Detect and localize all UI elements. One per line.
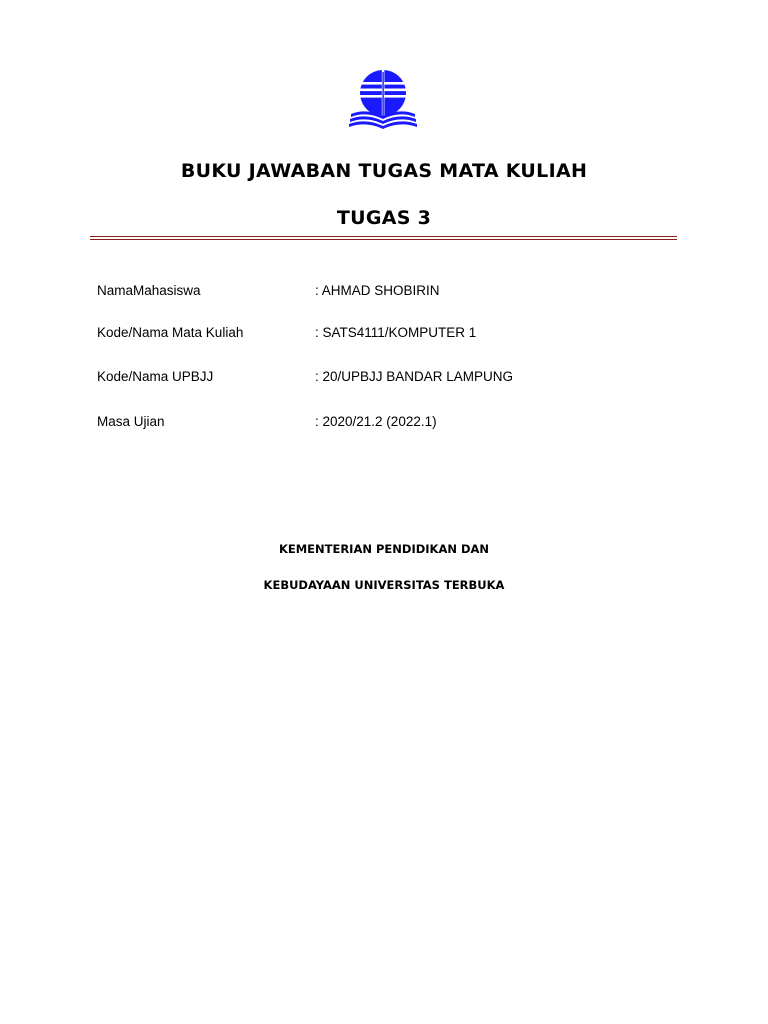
universitas-terbuka-logo-icon bbox=[348, 68, 420, 130]
document-subtitle: TUGAS 3 bbox=[336, 207, 432, 229]
field-course bbox=[97, 325, 677, 343]
field-value: : 2020/21.2 (2022.1) bbox=[315, 414, 437, 429]
institution-line-2: KEBUDAYAAN UNIVERSITAS TERBUKA bbox=[263, 578, 505, 592]
field-upbjj bbox=[97, 369, 677, 387]
title-divider-bottom bbox=[90, 239, 677, 240]
field-value: : SATS4111/KOMPUTER 1 bbox=[315, 325, 477, 340]
field-label: Kode/Nama UPBJJ bbox=[97, 369, 214, 384]
field-exam-period bbox=[97, 414, 677, 432]
field-value: : 20/UPBJJ BANDAR LAMPUNG bbox=[315, 369, 514, 384]
field-label: Masa Ujian bbox=[97, 414, 165, 429]
title-divider-top bbox=[90, 236, 677, 237]
field-label: NamaMahasiswa bbox=[97, 283, 201, 298]
document-title: BUKU JAWABAN TUGAS MATA KULIAH bbox=[180, 160, 588, 182]
field-label: Kode/Nama Mata Kuliah bbox=[97, 325, 244, 340]
field-student-name bbox=[97, 283, 677, 301]
field-value: : AHMAD SHOBIRIN bbox=[315, 283, 440, 298]
institution-line-1: KEMENTERIAN PENDIDIKAN DAN bbox=[278, 542, 490, 556]
